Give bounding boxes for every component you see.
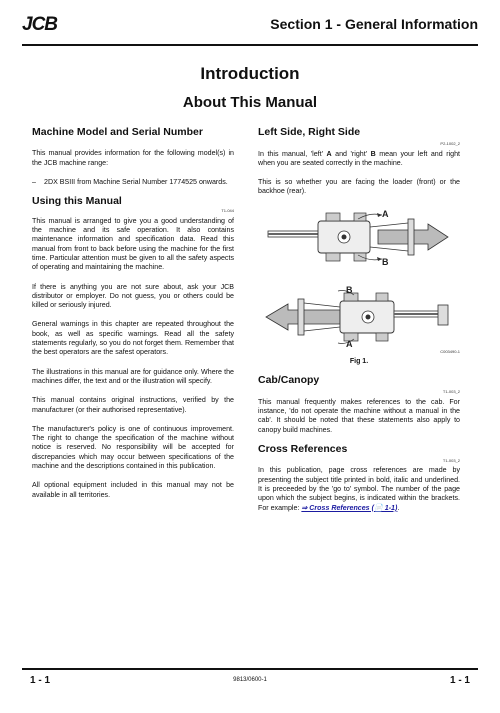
document-number: 9813/0600-1 xyxy=(233,677,267,683)
section-title: Section 1 - General Information xyxy=(270,16,478,32)
jcb-logo xyxy=(22,14,72,38)
left-right-ref-code: P2-1002_2 xyxy=(440,141,460,147)
xref-text: In this publication, page cross references are made by presenting the subject title printed in bold, italic and underlined. It is preceeded by the 'go to' symbol. The number of the page upon which the subject begins, is indicated within the brackets. For example: xyxy=(258,466,460,512)
page-subtitle: About This Manual xyxy=(182,94,318,111)
left-right-paragraph-2: This is so whether you are facing the loader (front) or the backhoe (rear). xyxy=(258,178,460,196)
model-heading: Machine Model and Serial Number xyxy=(32,126,203,138)
cab-ref-code: T1-003_2 xyxy=(442,389,460,395)
lr-label-b: B xyxy=(370,149,376,158)
label-a-top: A xyxy=(382,208,389,219)
cross-references-link[interactable]: ⇒ Cross References (📄 1-1) xyxy=(301,503,398,512)
lr-text-part: mean your left and right when you are seated correctly in the machine. xyxy=(258,149,461,167)
logo-text: JCB xyxy=(22,14,58,35)
label-b-top: B xyxy=(382,256,389,267)
page-number-right: 1 - 1 xyxy=(449,675,470,686)
header-divider xyxy=(22,44,478,46)
model-item-text: 2DX BSIII from Machine Serial Number 1774525 onwards. xyxy=(44,177,228,186)
figure-1 xyxy=(258,207,460,357)
cross-references-paragraph xyxy=(258,466,460,512)
figure-caption: Fig 1. xyxy=(349,357,369,365)
model-list-item xyxy=(32,178,234,187)
using-paragraph-4: The illustrations in this manual are for guidance only. Where the machines differ, the text and or the illustration will specify. xyxy=(32,367,234,385)
cab-paragraph: This manual frequently makes references to the cab. For instance, 'do not operate the machine without a manual in the cab'. It should be noted that these statements also apply to canopy build machines. xyxy=(258,397,460,434)
left-right-heading: Left Side, Right Side xyxy=(258,126,361,138)
page-number-left: 1 - 1 xyxy=(30,675,51,686)
using-heading: Using this Manual xyxy=(32,195,122,208)
machine-top-view-illustration xyxy=(258,207,460,357)
machine-facing-left xyxy=(266,290,448,343)
cross-references-ref-code: T1-003_2 xyxy=(442,458,460,464)
left-column xyxy=(32,128,234,510)
right-column xyxy=(258,128,460,523)
list-dash: – xyxy=(32,177,36,186)
model-paragraph: This manual provides information for the following model(s) in the JCB machine range: xyxy=(32,149,234,167)
using-paragraph-7: All optional equipment included in this manual may not be available in all territories. xyxy=(32,481,234,499)
label-b-bottom: B xyxy=(346,284,353,295)
using-paragraph-1: This manual is arranged to give you a good understanding of the machine and its safe operation. It also contains maintenance information and specification data. Read this manual from front to back before using the machine for the first time. Particular attention must be given to all the safety aspects of operating and maintaining the machine. xyxy=(32,216,234,272)
cross-references-heading: Cross References xyxy=(258,442,348,455)
label-a-bottom: A xyxy=(346,338,353,349)
figure-code: C003490-1 xyxy=(440,349,460,355)
xref-end: . xyxy=(397,503,400,512)
using-paragraph-3: General warnings in this chapter are repeated throughout the book, as well as specific warnings. Read all the safety statements regularly, so you do not forget them. Remember that the best operators are the safest operators. xyxy=(32,320,234,357)
left-right-paragraph-1 xyxy=(258,150,460,169)
lr-text-part: and 'right' xyxy=(331,149,371,158)
lr-label-a: A xyxy=(326,149,332,158)
using-paragraph-5: This manual contains original instructions, verified by the manufacturer (or their authorised representative). xyxy=(32,396,234,414)
using-paragraph-2: If there is anything you are not sure about, ask your JCB distributor or employer. Do not guess, you or others could be killed or seriously injured. xyxy=(32,282,234,310)
cab-heading: Cab/Canopy xyxy=(258,374,320,387)
lr-text-part: In this manual, 'left' xyxy=(258,149,327,158)
page-title: Introduction xyxy=(200,64,300,83)
machine-facing-right xyxy=(268,213,448,261)
footer-divider xyxy=(22,668,478,670)
using-ref-code: T1-044 xyxy=(221,208,234,214)
using-paragraph-6: The manufacturer's policy is one of continuous improvement. The right to change the specification of the machine without notice is reserved. No responsibility will be accepted for discrepancies which may occur between specifications of the machine and the descriptions contained in this publication. xyxy=(32,424,234,471)
